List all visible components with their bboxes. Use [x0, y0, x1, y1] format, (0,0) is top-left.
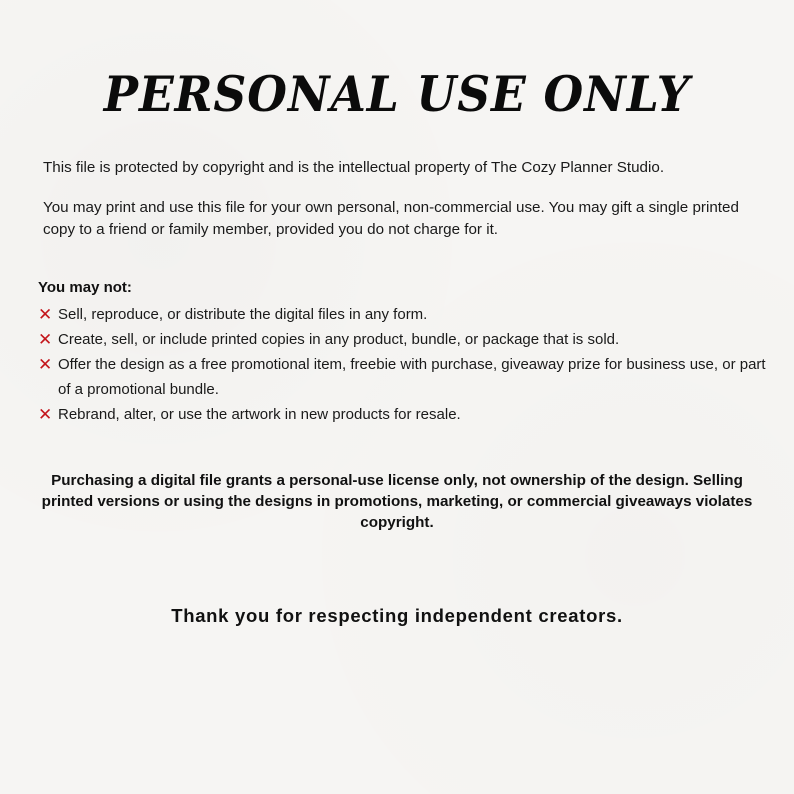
- restrictions-list: [38, 278, 768, 427]
- list-item-text: Rebrand, alter, or use the artwork in new products for resale.: [58, 406, 461, 423]
- list-item-text: Sell, reproduce, or distribute the digital files in any form.: [58, 306, 428, 323]
- copyright-statement: This file is protected by copyright and is the intellectual property of The Cozy Planner Studio.: [43, 159, 665, 176]
- list-item-text: Create, sell, or include printed copies in any product, bundle, or package that is sold.: [58, 331, 620, 348]
- list-item-text: Offer the design as a free promotional item, freebie with purchase, giveaway prize for business use, or part of a promotional bundle.: [58, 356, 766, 398]
- list-item: [38, 352, 768, 402]
- list-item: [38, 327, 768, 352]
- list-item: [38, 302, 768, 327]
- cross-mark-icon: ✕: [38, 330, 53, 349]
- page-title: PERSONAL USE ONLY: [103, 65, 691, 123]
- cross-mark-icon: ✕: [38, 355, 53, 374]
- permission-statement: You may print and use this file for your own personal, non-commercial use. You may gift a single printed copy to a friend or family member, provided you do not charge for it.: [43, 199, 739, 238]
- license-notice: Purchasing a digital file grants a personal-use license only, not ownership of the design. Selling printed versions or using the designs in promotions, marketing, or commercial giveaways violates copyright.: [41, 472, 753, 531]
- restrictions-heading: You may not:: [38, 279, 132, 296]
- cross-mark-icon: ✕: [38, 305, 53, 324]
- cross-mark-icon: ✕: [38, 405, 53, 424]
- thank-you-message: Thank you for respecting independent creators.: [171, 605, 623, 626]
- list-item: [38, 402, 768, 427]
